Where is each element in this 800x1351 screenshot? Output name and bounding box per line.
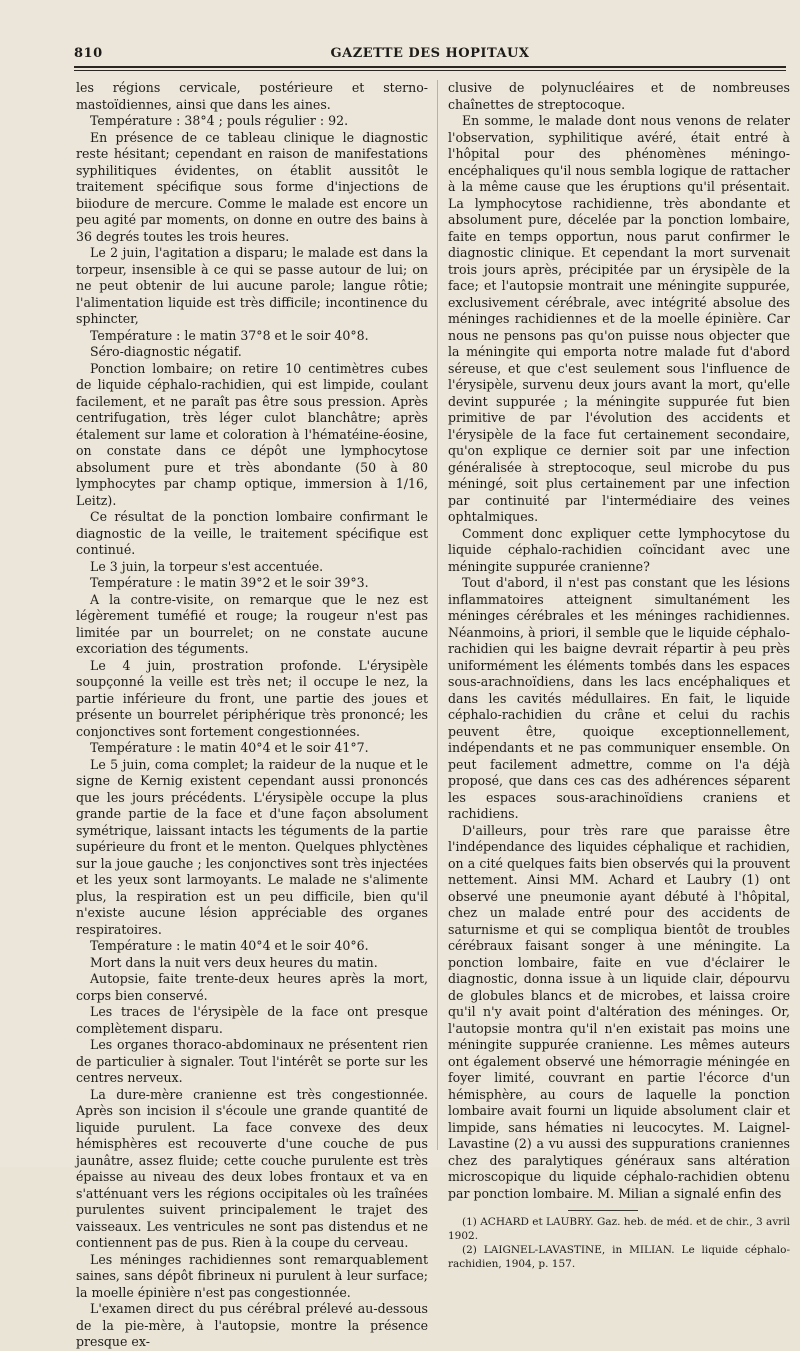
paragraph: Le 3 juin, la torpeur s'est accentuée. (90, 558, 324, 574)
paragraph: L'examen direct du pus cérébral prélevé au-dessous de la pie-mère, à l'autopsie, montre la présence presque ex- (76, 1301, 428, 1349)
footnote: (1) ACHARD et LAUBRY. Gaz. heb. de méd. et de chir., 3 avril 1902. (448, 1216, 790, 1242)
paragraph: Mort dans la nuit vers deux heures du matin. (90, 954, 378, 970)
header-rule-thin (74, 70, 786, 71)
paragraph: A la contre-visite, on remarque que le nez est légèrement tuméfié et rouge; la rougeur n'est pas limitée par un bourrelet; on ne constate aucune excoriation des téguments. (76, 591, 428, 656)
paragraph: Les traces de l'érysipèle de la face ont presque complètement disparu. (76, 1004, 428, 1036)
paragraph: clusive de polynucléaires et de nombreuses chaînettes de streptocoque. (448, 80, 790, 112)
paragraph: Les méninges rachidiennes sont remarquablement saines, sans dépôt fibrineux ni purulent à leur surface; la moelle épinière n'est pas congestionnée. (76, 1251, 428, 1300)
paragraph: Comment donc expliquer cette lymphocytose du liquide céphalo-rachidien coïncidant avec une méningite suppurée cranienne? (448, 525, 790, 574)
paragraph: Ponction lombaire; on retire 10 centimètres cubes de liquide céphalo-rachidien, qui est limpide, coulant facilement, et ne paraît pas être sous pression. Après centrifugation, très léger culot blanchâtre; après étalement sur lame et coloration à l'hématéine-éosine, on constate dans ce dépôt une lymphocytose absolument pure et très abondante (50 à 80 lymphocytes par champ optique, immersion à 1/16, Leitz). (76, 360, 428, 508)
paragraph: Autopsie, faite trente-deux heures après la mort, corps bien conservé. (76, 971, 428, 1003)
paragraph: Séro-diagnostic négatif. (90, 344, 242, 359)
column-separator (437, 80, 438, 1150)
paragraph: La dure-mère cranienne est très congestionnée. Après son incision il s'écoule une grande quantité de liquide purulent. La face convexe des deux hémisphères est recouverte d'une couche de pus jaunâtre, assez fluide; cette couche purulente est très épaisse au niveau des deux lobes frontaux et va en s'atténuant vers les régions occipitales où les traînées purulentes suivent principalement le trajet des vaisseaux. Les ventricules ne sont pas distendus et ne contiennent pas de pus. Rien à la coupe du cerveau. (76, 1086, 428, 1250)
paragraph: Le 2 juin, l'agitation a disparu; le malade est dans la torpeur, insensible à ce qui se passe autour de lui; on ne peut obtenir de lui aucune parole; langue rôtie; l'alimentation liquide est très difficile; incontinence du sphincter, (76, 245, 428, 326)
paragraph: Le 5 juin, coma complet; la raideur de la nuque et le signe de Kernig existent cependant aussi prononcés que les jours précédents. L'érysipèle occupe la plus grande partie de la face et d'une façon absolument symétrique, laissant intacts les téguments de la partie supérieure du front et le menton. Quelques phlyctènes sur la joue gauche ; les conjonctives sont très injectées et les yeux sont larmoyants. Le malade ne s'alimente plus, la respiration est un peu difficile, bien qu'il n'existe aucune lésion appréciable des organes respiratoires. (76, 756, 428, 937)
paragraph: D'ailleurs, pour très rare que paraisse être l'indépendance des liquides céphalique et rachidien, on a cité quelques faits bien observés qui la prouvent nettement. Ainsi MM. Achard et Laubry (1) ont observé une pneumonie ayant débuté à l'hôpital, chez un malade entré pour des accidents de saturnisme et qui se compliqua bientôt de troubles cérébraux faisant songer à une méningite. La ponction lombaire, faite en vue d'éclairer le diagnostic, donna issue à un liquide clair, dépourvu de globules blancs et de microbes, et laissa croire qu'il n'y avait point d'altération des méninges. Or, l'autopsie montra qu'il n'en existait pas moins une méningite suppurée cranienne. Les mêmes auteurs ont également observé une hémorragie méningée en foyer limité, couvrant en partie l'écorce d'un hémisphère, au cours de laquelle la ponction lombaire avait fourni un liquide absolument clair et limpide, sans hématies ni leucocytes. M. Laignel-Lavastine (2) a vu aussi des suppurations craniennes chez des paralytiques généraux sans altération microscopique du liquide céphalo-rachidien obtenu par ponction lombaire. M. Milian a signalé enfin des (448, 822, 790, 1201)
right-column (448, 80, 790, 1271)
paragraph: Température : le matin 40°4 et le soir 41°7. (90, 740, 369, 755)
footnote-rule (568, 1210, 638, 1211)
paragraph: Tout d'abord, il n'est pas constant que les lésions inflammatoires atteignent simultanément les méninges cérébrales et les méninges rachidiennes. Néanmoins, à priori, il semble que le liquide céphalo-rachidien qui les baigne devrait répartir à peu près uniformément les éléments tombés dans les espaces sous-arachnoïdiens, dans les lacs encéphaliques et dans les cavités médullaires. En fait, le liquide céphalo-rachidien du crâne et celui du rachis peuvent être, quoique exceptionnellement, indépendants et ne pas communiquer ensemble. On peut facilement admettre, comme on l'a déjà proposé, que dans ces cas des adhérences séparent les espaces sous-arachinoïdiens craniens et rachidiens. (448, 575, 790, 821)
paragraph: Ce résultat de la ponction lombaire confirmant le diagnostic de la veille, le traitement spécifique est continué. (76, 509, 428, 557)
footnote: (2) LAIGNEL-LAVASTINE, in MILIAN. Le liquide céphalo-rachidien, 1904, p. 157. (448, 1244, 790, 1270)
paragraph: Température : le matin 37°8 et le soir 40°8. (90, 327, 369, 343)
paragraph: Température : le matin 39°2 et le soir 39°3. (90, 575, 369, 590)
journal-title: GAZETTE DES HOPITAUX (330, 46, 530, 61)
paragraph: Le 4 juin, prostration profonde. L'érysipèle soupçonné la veille est très net; il occupe le nez, la partie inférieure du front, une partie des joues et présente un bourrelet périphérique très prononcé; les conjonctives sont fortement congestionnées. (76, 657, 428, 739)
header-rule-thick (74, 66, 786, 68)
paragraph: En somme, le malade dont nous venons de relater l'observation, syphilitique avéré, était entré à l'hôpital pour des phénomènes méningo-encéphaliques qu'il nous sembla logique de rattacher à la même cause que les éruptions qu'il présentait. La lymphocytose rachidienne, très abondante et absolument pure, décelée par la ponction lombaire, faite en temps opportun, nous parut confirmer le diagnostic clinique. Et cependant la mort survenait trois jours après, précipitée par un érysipèle de la face; et l'autopsie montrait une méningite suppurée, exclusivement cérébrale, avec intégrité absolue des méninges rachidiennes et de la moelle épinière. Car nous ne pensons pas qu'on puisse nous objecter que la méningite qui emporta notre malade fut d'abord séreuse, et que c'est seulement sous l'influence de l'érysipèle, survenu deux jours avant la mort, qu'elle devint suppurée ; la méningite suppurée fut bien primitive de par l'évolution des accidents et l'érysipèle de la face fut certainement secondaire, qu'on explique ce dernier soit par une infection généralisée à streptocoque, seul microbe du pus méningé, soit plus certainement par une infection par continuité par l'intermédiaire des veines ophtalmiques. (448, 113, 790, 524)
paragraph: En présence de ce tableau clinique le diagnostic reste hésitant; cependant en raison de manifestations syphilitiques évidentes, on établit aussitôt le traitement spécifique sous forme d'injections de biiodure de mercure. Comme le malade est encore un peu agité par moments, on donne en outre des bains à 36 degrés toutes les trois heures. (76, 129, 428, 244)
paragraph: Les organes thoraco-abdominaux ne présentent rien de particulier à signaler. Tout l'intérêt se porte sur les centres nerveux. (76, 1037, 428, 1085)
left-column (76, 80, 428, 1351)
page-number: 810 (74, 46, 103, 61)
running-header (74, 44, 786, 64)
paragraph: Température : le matin 40°4 et le soir 40°6. (90, 938, 369, 953)
paragraph: les régions cervicale, postérieure et sterno-mastoïdiennes, ainsi que dans les aines. (76, 80, 428, 112)
paragraph: Température : 38°4 ; pouls régulier : 92. (90, 113, 349, 128)
